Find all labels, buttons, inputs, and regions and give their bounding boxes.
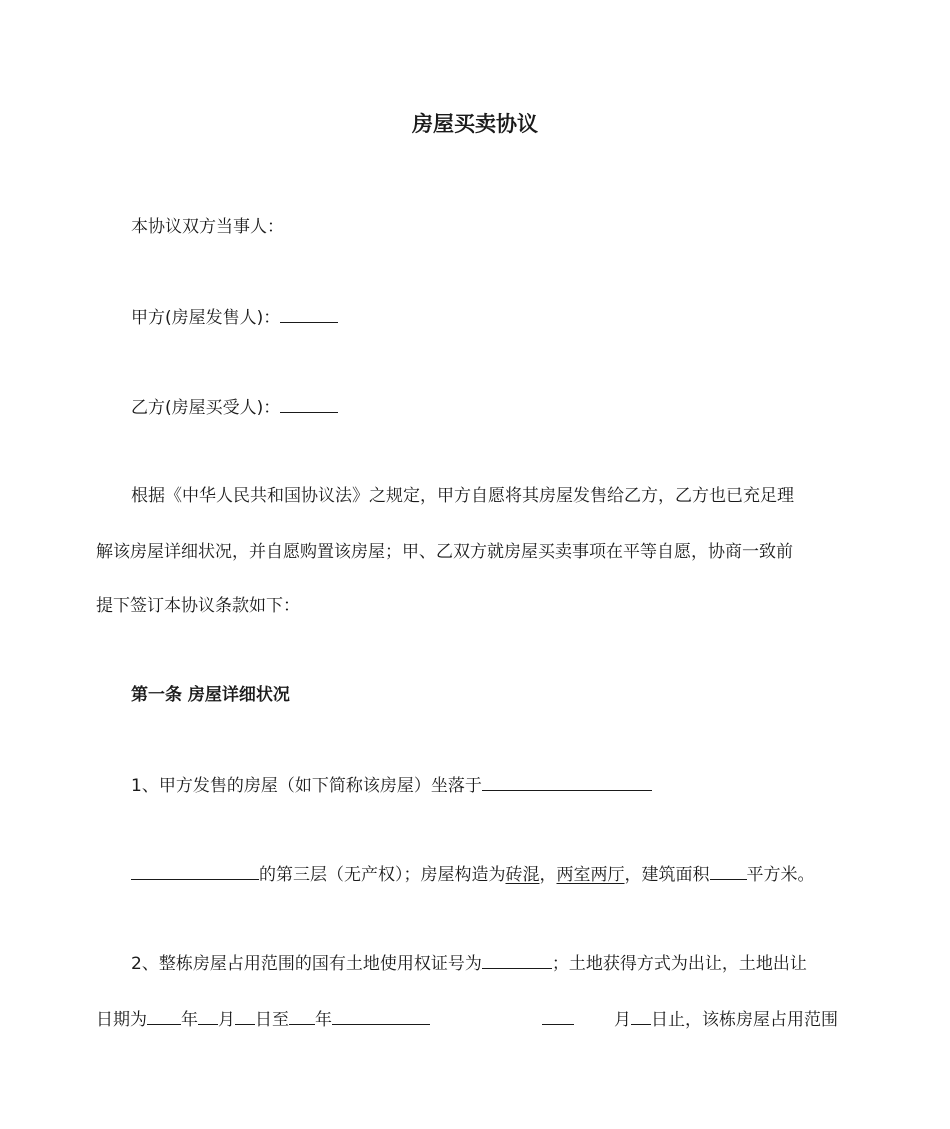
land-cert-blank: [482, 951, 552, 969]
preamble-line-2: 解该房屋详细状况，并自愿购置该房屋；甲、乙双方就房屋买卖事项在平等自愿，协商一致前: [96, 542, 793, 562]
party-b-blank: [280, 395, 338, 413]
area-suffix: 平方米。: [746, 865, 815, 885]
preamble-line-1: 根据《中华人民共和国协议法》之规定，甲方自愿将其房屋发售给乙方，乙方也已充足理: [131, 486, 794, 506]
day-label-1: 日至: [255, 1010, 289, 1030]
month-blank-2: [542, 1007, 574, 1025]
item-2-line-2: [96, 1007, 856, 1032]
party-a-label: 甲方(房屋发售人)：: [131, 308, 281, 328]
document-title: 房屋买卖协议: [412, 112, 538, 136]
month-label-2: 月: [614, 1010, 631, 1030]
year-blank-3: [332, 1007, 430, 1025]
item-1-text: 1、甲方发售的房屋（如下简称该房屋）坐落于: [131, 776, 482, 796]
location-blank-2: [131, 862, 259, 880]
year-label-1: 年: [181, 1010, 198, 1030]
party-a-line: [131, 305, 338, 330]
location-blank: [482, 773, 652, 791]
date-prefix: 日期为: [96, 1010, 147, 1030]
comma: ，: [539, 865, 557, 885]
item-1-line-1: [131, 773, 652, 798]
year-blank-1: [147, 1007, 181, 1025]
floor-text: 的第三层（无产权）；房屋构造为: [259, 865, 506, 885]
structure-value: 砖混: [505, 865, 540, 885]
item-2-line-1: [131, 951, 807, 976]
item-1-line-2: [131, 862, 815, 887]
day-blank-2: [631, 1007, 651, 1025]
article-1-heading: 第一条 房屋详细状况: [131, 685, 290, 705]
preamble-line-3: 提下签订本协议条款如下：: [96, 596, 300, 616]
month-label-1: 月: [218, 1010, 235, 1030]
party-b-line: [131, 395, 338, 420]
day-blank-1: [235, 1007, 255, 1025]
area-prefix: ，建筑面积: [624, 865, 710, 885]
month-blank-1: [198, 1007, 218, 1025]
item-2-text: 2、整栋房屋占用范围的国有土地使用权证号为: [131, 954, 482, 974]
party-b-label: 乙方(房屋买受人)：: [131, 398, 281, 418]
item-2-text-rest: ；土地获得方式为出让，土地出让: [551, 954, 807, 974]
end-date-text: 日止，该栋房屋占用范围: [651, 1010, 838, 1030]
year-blank-2: [289, 1007, 315, 1025]
party-a-blank: [280, 305, 338, 323]
parties-intro: 本协议双方当事人：: [131, 217, 284, 237]
layout-value: 两室两厅: [556, 865, 625, 885]
year-label-2: 年: [315, 1010, 332, 1030]
area-blank: [710, 862, 747, 880]
